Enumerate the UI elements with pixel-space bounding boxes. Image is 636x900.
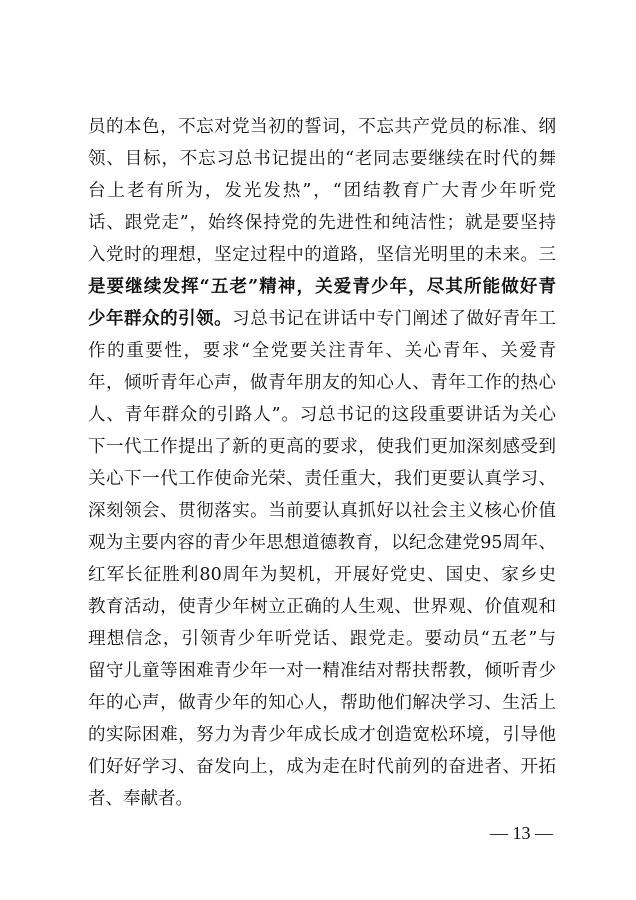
line-text: 关心下一代工作使命光荣、责任重大，我们更要认真学习、 (88, 469, 556, 489)
text-line (88, 207, 556, 239)
page-number: — 13 — (490, 823, 553, 843)
line-text: 话、跟党走”，始终保持党的先进性和纯洁性；就是要坚持 (88, 213, 556, 233)
line-text: 入党时的理想，坚定过程中的道路，坚信光明里的未来。三 (88, 245, 556, 265)
line-text: 教育活动，使青少年树立正确的人生观、世界观、价值观和 (88, 597, 556, 617)
line-text: 们好好学习、奋发向上，成为走在时代前列的奋进者、开拓 (88, 757, 556, 777)
text-line (88, 239, 556, 271)
text-line (88, 431, 556, 463)
text-line (88, 783, 556, 815)
text-line (88, 399, 556, 431)
text-line (88, 591, 556, 623)
body-paragraph (88, 111, 556, 815)
line-text: 下一代工作提出了新的更高的要求，使我们更加深刻感受到 (88, 437, 556, 457)
bold-heading-text: 少年群众的引领。 (88, 309, 233, 329)
text-line (88, 527, 556, 559)
text-line (88, 335, 556, 367)
text-line (88, 559, 556, 591)
text-line (88, 303, 556, 335)
text-line (88, 655, 556, 687)
line-text: 红军长征胜利80周年为契机，开展好党史、国史、家乡史 (88, 565, 556, 585)
text-line (88, 367, 556, 399)
text-line (88, 687, 556, 719)
text-line (88, 271, 556, 303)
text-line (88, 495, 556, 527)
bold-heading-text: 是要继续发挥“五老”精神，关爱青少年，尽其所能做好青 (88, 277, 556, 297)
text-line (88, 175, 556, 207)
line-text: 人、青年群众的引路人”。习总书记的这段重要讲话为关心 (88, 405, 556, 425)
text-line (88, 623, 556, 655)
line-text: 者、奉献者。 (88, 789, 193, 809)
line-text: 观为主要内容的青少年思想道德教育，以纪念建党95周年、 (88, 533, 556, 553)
line-text: 领、目标，不忘习总书记提出的“老同志要继续在时代的舞 (88, 149, 556, 169)
line-text: 年，倾听青年心声，做青年朋友的知心人、青年工作的热心 (88, 373, 556, 393)
line-text: 台上老有所为，发光发热”，“团结教育广大青少年听党 (88, 181, 556, 201)
line-text: 深刻领会、贯彻落实。当前要认真抓好以社会主义核心价值 (88, 501, 556, 521)
text-line (88, 143, 556, 175)
text-line (88, 719, 556, 751)
text-line (88, 463, 556, 495)
line-text: 留守儿童等困难青少年一对一精准结对帮扶帮教，倾听青少 (88, 661, 556, 681)
line-text: 习总书记在讲话中专门阐述了做好青年工 (232, 309, 556, 329)
line-text: 的实际困难，努力为青少年成长成才创造宽松环境，引导他 (88, 725, 556, 745)
line-text: 理想信念，引领青少年听党话、跟党走。要动员“五老”与 (88, 629, 556, 649)
text-line (88, 751, 556, 783)
text-line (88, 111, 556, 143)
line-text: 员的本色，不忘对党当初的誓词，不忘共产党员的标准、纲 (88, 117, 556, 137)
line-text: 作的重要性，要求“全党要关注青年、关心青年、关爱青 (88, 341, 556, 361)
line-text: 年的心声，做青少年的知心人，帮助他们解决学习、生活上 (88, 693, 556, 713)
